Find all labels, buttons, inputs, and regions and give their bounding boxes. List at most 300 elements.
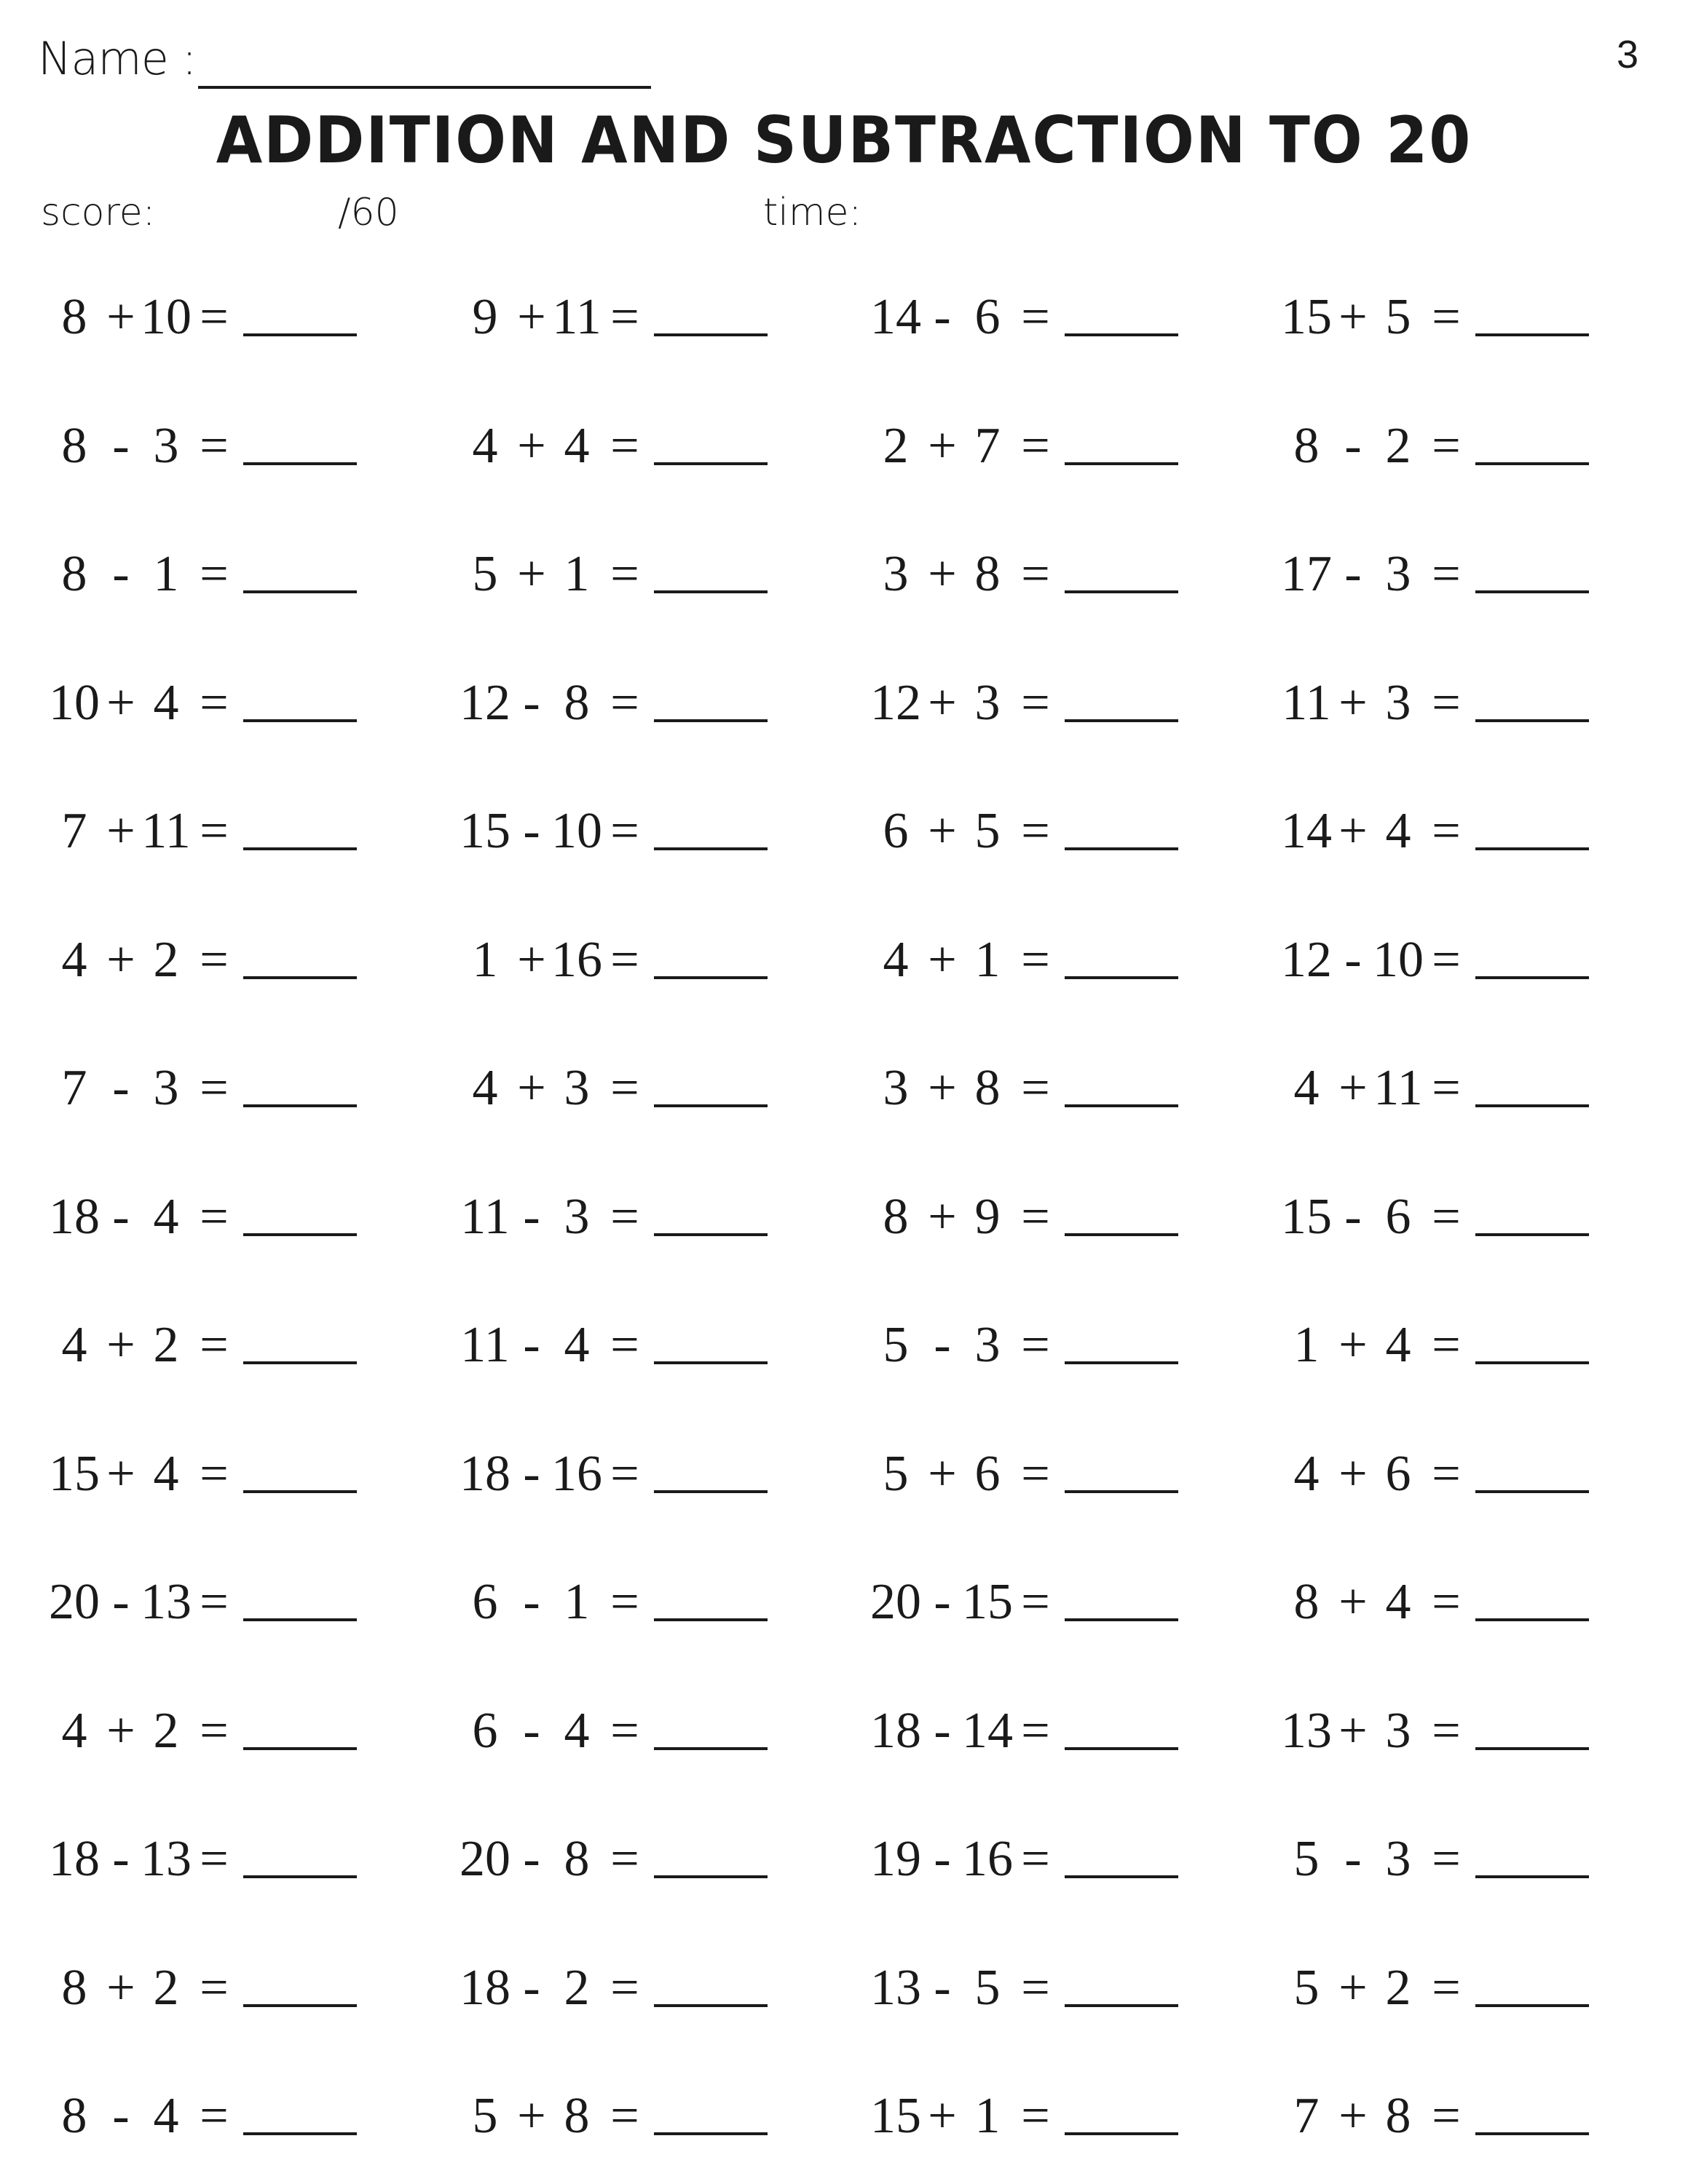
first-operand: 6 — [883, 803, 909, 859]
second-operand: 1 — [153, 546, 179, 602]
second-operand: 4 — [153, 2088, 179, 2144]
equals-sign: = — [610, 418, 639, 474]
equals-sign: = — [200, 932, 229, 988]
answer-blank[interactable] — [1475, 2004, 1589, 2007]
operator: - — [112, 546, 130, 602]
problem-item — [47, 2087, 360, 2145]
answer-blank[interactable] — [654, 2132, 768, 2135]
answer-blank[interactable] — [654, 1490, 768, 1493]
operator: + — [517, 2088, 546, 2144]
operator: - — [934, 1960, 951, 2016]
second-operand: 3 — [1385, 1831, 1411, 1887]
second-operand: 3 — [153, 418, 179, 474]
problem-item — [47, 288, 360, 347]
answer-blank[interactable] — [1065, 1747, 1178, 1750]
operator: + — [517, 289, 546, 345]
operator: - — [523, 1317, 540, 1373]
problem-item — [457, 1573, 770, 1631]
problem-item — [868, 2087, 1181, 2145]
answer-blank[interactable] — [243, 462, 357, 465]
second-operand: 5 — [1385, 289, 1411, 345]
answer-blank[interactable] — [1065, 590, 1178, 593]
operator: + — [1338, 1060, 1368, 1116]
first-operand: 8 — [61, 546, 87, 602]
equals-sign: = — [1021, 1960, 1050, 2016]
first-operand: 9 — [472, 289, 498, 345]
problem-item — [47, 1059, 360, 1117]
second-operand: 4 — [153, 1446, 179, 1502]
first-operand: 8 — [61, 1960, 87, 2016]
problem-item — [457, 1445, 770, 1503]
operator: - — [112, 1189, 130, 1245]
first-operand: 20 — [870, 1574, 921, 1630]
operator: - — [523, 1446, 540, 1502]
equals-sign: = — [1021, 932, 1050, 988]
equals-sign: = — [1021, 418, 1050, 474]
second-operand: 1 — [974, 2088, 1001, 2144]
answer-blank[interactable] — [243, 847, 357, 850]
first-operand: 18 — [49, 1831, 100, 1887]
equals-sign: = — [200, 1446, 229, 1502]
second-operand: 9 — [974, 1189, 1001, 1245]
problem-item — [457, 1702, 770, 1760]
operator: + — [106, 1703, 135, 1759]
answer-blank[interactable] — [243, 590, 357, 593]
second-operand: 10 — [1373, 932, 1424, 988]
first-operand: 8 — [61, 418, 87, 474]
second-operand: 13 — [141, 1831, 192, 1887]
operator: - — [112, 1574, 130, 1630]
first-operand: 6 — [472, 1703, 498, 1759]
first-operand: 7 — [61, 803, 87, 859]
first-operand: 15 — [870, 2088, 921, 2144]
first-operand: 15 — [1281, 289, 1332, 345]
problem-item — [47, 1445, 360, 1503]
equals-sign: = — [200, 1317, 229, 1373]
first-operand: 4 — [472, 1060, 498, 1116]
first-operand: 7 — [1293, 2088, 1320, 2144]
answer-blank[interactable] — [1475, 1618, 1589, 1621]
first-operand: 8 — [1293, 418, 1320, 474]
equals-sign: = — [610, 675, 639, 731]
second-operand: 4 — [564, 1317, 590, 1373]
problem-item — [1279, 1188, 1592, 1246]
answer-blank[interactable] — [654, 1233, 768, 1236]
second-operand: 3 — [1385, 1703, 1411, 1759]
second-operand: 8 — [564, 675, 590, 731]
answer-blank[interactable] — [1475, 1233, 1589, 1236]
name-label: Name : — [38, 32, 197, 85]
equals-sign: = — [200, 803, 229, 859]
first-operand: 3 — [883, 546, 909, 602]
operator: - — [1344, 1189, 1362, 1245]
answer-blank[interactable] — [654, 462, 768, 465]
operator: + — [106, 1960, 135, 2016]
problem-item — [868, 288, 1181, 347]
problem-item — [1279, 2087, 1592, 2145]
answer-blank[interactable] — [1065, 1618, 1178, 1621]
answer-blank[interactable] — [243, 1875, 357, 1878]
equals-sign: = — [610, 1574, 639, 1630]
operator: + — [928, 1189, 957, 1245]
equals-sign: = — [1432, 1831, 1461, 1887]
operator: - — [523, 1960, 540, 2016]
answer-blank[interactable] — [654, 976, 768, 979]
first-operand: 5 — [1293, 1960, 1320, 2016]
answer-blank[interactable] — [1065, 847, 1178, 850]
equals-sign: = — [1432, 1574, 1461, 1630]
operator: + — [928, 675, 957, 731]
answer-blank[interactable] — [1065, 976, 1178, 979]
second-operand: 1 — [564, 1574, 590, 1630]
problem-item — [1279, 545, 1592, 604]
first-operand: 12 — [1281, 932, 1332, 988]
operator: - — [523, 1703, 540, 1759]
first-operand: 8 — [883, 1189, 909, 1245]
equals-sign: = — [1021, 1317, 1050, 1373]
second-operand: 7 — [974, 418, 1001, 474]
answer-blank[interactable] — [654, 333, 768, 336]
second-operand: 14 — [962, 1703, 1013, 1759]
second-operand: 4 — [153, 1189, 179, 1245]
problem-item — [457, 2087, 770, 2145]
second-operand: 2 — [564, 1960, 590, 2016]
equals-sign: = — [200, 1060, 229, 1116]
answer-blank[interactable] — [1065, 462, 1178, 465]
second-operand: 10 — [141, 289, 192, 345]
second-operand: 8 — [564, 1831, 590, 1887]
second-operand: 3 — [564, 1189, 590, 1245]
equals-sign: = — [1021, 289, 1050, 345]
problem-item — [47, 931, 360, 989]
equals-sign: = — [200, 289, 229, 345]
answer-blank[interactable] — [243, 1747, 357, 1750]
second-operand: 4 — [1385, 1574, 1411, 1630]
equals-sign: = — [1432, 546, 1461, 602]
second-operand: 1 — [564, 546, 590, 602]
first-operand: 19 — [870, 1831, 921, 1887]
answer-blank[interactable] — [1475, 847, 1589, 850]
equals-sign: = — [200, 675, 229, 731]
problem-item — [868, 802, 1181, 860]
second-operand: 2 — [1385, 1960, 1411, 2016]
second-operand: 16 — [551, 1446, 602, 1502]
equals-sign: = — [1432, 1703, 1461, 1759]
operator: - — [934, 1703, 951, 1759]
problem-item — [1279, 417, 1592, 475]
equals-sign: = — [1432, 803, 1461, 859]
problem-item — [457, 545, 770, 604]
answer-blank[interactable] — [1475, 590, 1589, 593]
second-operand: 2 — [153, 1960, 179, 2016]
answer-blank[interactable] — [243, 1361, 357, 1364]
second-operand: 4 — [564, 1703, 590, 1759]
problem-item — [457, 417, 770, 475]
problem-item — [1279, 288, 1592, 347]
second-operand: 5 — [974, 803, 1001, 859]
first-operand: 4 — [1293, 1446, 1320, 1502]
problem-item — [457, 1830, 770, 1888]
second-operand: 16 — [551, 932, 602, 988]
second-operand: 11 — [141, 803, 191, 859]
second-operand: 2 — [1385, 418, 1411, 474]
answer-blank[interactable] — [1065, 1361, 1178, 1364]
second-operand: 3 — [153, 1060, 179, 1116]
answer-blank[interactable] — [654, 719, 768, 722]
first-operand: 11 — [1282, 675, 1331, 731]
answer-blank[interactable] — [243, 1490, 357, 1493]
operator: + — [517, 418, 546, 474]
equals-sign: = — [200, 1703, 229, 1759]
problem-item — [1279, 931, 1592, 989]
operator: + — [1338, 1574, 1368, 1630]
operator: + — [1338, 675, 1368, 731]
problem-item — [1279, 1445, 1592, 1503]
operator: + — [517, 932, 546, 988]
problem-item — [868, 674, 1181, 732]
answer-blank[interactable] — [654, 1875, 768, 1878]
equals-sign: = — [200, 418, 229, 474]
equals-sign: = — [1021, 1831, 1050, 1887]
operator: - — [523, 675, 540, 731]
time-label: time: — [763, 191, 862, 234]
operator: + — [928, 418, 957, 474]
equals-sign: = — [1432, 1446, 1461, 1502]
second-operand: 3 — [1385, 675, 1411, 731]
first-operand: 8 — [1293, 1574, 1320, 1630]
second-operand: 8 — [974, 546, 1001, 602]
first-operand: 10 — [49, 675, 100, 731]
second-operand: 6 — [1385, 1446, 1411, 1502]
operator: - — [934, 1831, 951, 1887]
answer-blank[interactable] — [1065, 1875, 1178, 1878]
answer-blank[interactable] — [1065, 1104, 1178, 1107]
second-operand: 15 — [962, 1574, 1013, 1630]
problem-item — [868, 1573, 1181, 1631]
equals-sign: = — [1021, 1189, 1050, 1245]
second-operand: 8 — [1385, 2088, 1411, 2144]
problem-item — [868, 545, 1181, 604]
equals-sign: = — [1432, 1317, 1461, 1373]
operator: + — [1338, 1703, 1368, 1759]
operator: - — [934, 1574, 951, 1630]
problem-item — [47, 417, 360, 475]
answer-blank[interactable] — [1065, 1233, 1178, 1236]
equals-sign: = — [1432, 932, 1461, 988]
equals-sign: = — [610, 2088, 639, 2144]
operator: - — [112, 418, 130, 474]
answer-blank[interactable] — [1475, 1104, 1589, 1107]
operator: + — [928, 546, 957, 602]
first-operand: 5 — [472, 2088, 498, 2144]
problem-item — [457, 288, 770, 347]
problem-item — [1279, 1830, 1592, 1888]
problem-item — [47, 545, 360, 604]
first-operand: 11 — [460, 1189, 510, 1245]
operator: - — [523, 1831, 540, 1887]
problem-item — [868, 1959, 1181, 2017]
first-operand: 18 — [870, 1703, 921, 1759]
answer-blank[interactable] — [1475, 333, 1589, 336]
equals-sign: = — [1432, 289, 1461, 345]
answer-blank[interactable] — [1475, 976, 1589, 979]
page-number: 3 — [1616, 33, 1638, 76]
problem-item — [868, 1445, 1181, 1503]
operator: + — [106, 1446, 135, 1502]
answer-blank[interactable] — [243, 1104, 357, 1107]
score-label: score: — [41, 191, 156, 234]
operator: - — [1344, 418, 1362, 474]
first-operand: 15 — [460, 803, 510, 859]
answer-blank[interactable] — [1475, 1875, 1589, 1878]
operator: + — [1338, 289, 1368, 345]
first-operand: 5 — [1293, 1831, 1320, 1887]
answer-blank[interactable] — [1065, 333, 1178, 336]
first-operand: 18 — [49, 1189, 100, 1245]
name-field[interactable] — [198, 86, 651, 89]
operator: + — [1338, 2088, 1368, 2144]
problem-item — [1279, 1959, 1592, 2017]
operator: + — [106, 1317, 135, 1373]
problem-item — [1279, 802, 1592, 860]
second-operand: 1 — [974, 932, 1001, 988]
first-operand: 5 — [472, 546, 498, 602]
first-operand: 11 — [460, 1317, 510, 1373]
second-operand: 6 — [974, 1446, 1001, 1502]
first-operand: 5 — [883, 1446, 909, 1502]
problem-item — [868, 417, 1181, 475]
first-operand: 8 — [61, 289, 87, 345]
answer-blank[interactable] — [243, 1233, 357, 1236]
second-operand: 2 — [153, 1317, 179, 1373]
answer-blank[interactable] — [1065, 719, 1178, 722]
first-operand: 4 — [61, 1703, 87, 1759]
equals-sign: = — [1021, 803, 1050, 859]
answer-blank[interactable] — [654, 1104, 768, 1107]
first-operand: 8 — [61, 2088, 87, 2144]
first-operand: 15 — [1281, 1189, 1332, 1245]
second-operand: 3 — [974, 1317, 1001, 1373]
problem-item — [457, 1316, 770, 1374]
second-operand: 3 — [564, 1060, 590, 1116]
operator: + — [106, 803, 135, 859]
first-operand: 4 — [61, 1317, 87, 1373]
answer-blank[interactable] — [654, 590, 768, 593]
second-operand: 10 — [551, 803, 602, 859]
answer-blank[interactable] — [654, 1747, 768, 1750]
answer-blank[interactable] — [654, 1618, 768, 1621]
second-operand: 2 — [153, 932, 179, 988]
equals-sign: = — [610, 1831, 639, 1887]
second-operand: 3 — [1385, 546, 1411, 602]
problem-item — [47, 1316, 360, 1374]
answer-blank[interactable] — [243, 976, 357, 979]
equals-sign: = — [610, 1060, 639, 1116]
answer-blank[interactable] — [1475, 1361, 1589, 1364]
equals-sign: = — [200, 1960, 229, 2016]
first-operand: 17 — [1281, 546, 1332, 602]
answer-blank[interactable] — [1065, 2004, 1178, 2007]
second-operand: 6 — [974, 289, 1001, 345]
operator: + — [106, 289, 135, 345]
second-operand: 6 — [1385, 1189, 1411, 1245]
equals-sign: = — [1021, 1703, 1050, 1759]
first-operand: 4 — [1293, 1060, 1320, 1116]
answer-blank[interactable] — [654, 847, 768, 850]
answer-blank[interactable] — [1065, 2132, 1178, 2135]
answer-blank[interactable] — [243, 719, 357, 722]
answer-blank[interactable] — [654, 1361, 768, 1364]
operator: - — [523, 1574, 540, 1630]
problem-item — [457, 802, 770, 860]
second-operand: 4 — [1385, 1317, 1411, 1373]
answer-blank[interactable] — [1475, 1747, 1589, 1750]
operator: - — [934, 1317, 951, 1373]
answer-blank[interactable] — [1475, 2132, 1589, 2135]
operator: + — [928, 2088, 957, 2144]
answer-blank[interactable] — [654, 2004, 768, 2007]
first-operand: 2 — [883, 418, 909, 474]
operator: - — [112, 2088, 130, 2144]
equals-sign: = — [1021, 2088, 1050, 2144]
problem-item — [1279, 1316, 1592, 1374]
second-operand: 5 — [974, 1960, 1001, 2016]
equals-sign: = — [200, 2088, 229, 2144]
page-title: ADDITION AND SUBTRACTION TO 20 — [216, 103, 1472, 178]
operator: + — [928, 932, 957, 988]
problem-item — [47, 1830, 360, 1888]
second-operand: 13 — [141, 1574, 192, 1630]
equals-sign: = — [200, 1574, 229, 1630]
equals-sign: = — [1432, 2088, 1461, 2144]
answer-blank[interactable] — [243, 2132, 357, 2135]
answer-blank[interactable] — [243, 2004, 357, 2007]
operator: + — [517, 546, 546, 602]
answer-blank[interactable] — [1475, 1490, 1589, 1493]
first-operand: 1 — [1293, 1317, 1320, 1373]
operator: + — [1338, 1446, 1368, 1502]
equals-sign: = — [200, 1831, 229, 1887]
operator: + — [1338, 803, 1368, 859]
problem-item — [457, 1059, 770, 1117]
answer-blank[interactable] — [243, 1618, 357, 1621]
problem-item — [868, 931, 1181, 989]
problem-item — [868, 1702, 1181, 1760]
problem-item — [47, 1959, 360, 2017]
problem-item — [47, 674, 360, 732]
first-operand: 15 — [49, 1446, 100, 1502]
first-operand: 20 — [49, 1574, 100, 1630]
operator: + — [106, 932, 135, 988]
answer-blank[interactable] — [1475, 462, 1589, 465]
operator: + — [106, 675, 135, 731]
first-operand: 4 — [61, 932, 87, 988]
answer-blank[interactable] — [1475, 719, 1589, 722]
problem-item — [47, 1573, 360, 1631]
first-operand: 18 — [460, 1960, 510, 2016]
second-operand: 4 — [564, 418, 590, 474]
problem-item — [1279, 1059, 1592, 1117]
equals-sign: = — [1432, 675, 1461, 731]
first-operand: 14 — [1281, 803, 1332, 859]
equals-sign: = — [610, 289, 639, 345]
answer-blank[interactable] — [1065, 1490, 1178, 1493]
second-operand: 11 — [552, 289, 602, 345]
first-operand: 4 — [883, 932, 909, 988]
problem-item — [868, 1830, 1181, 1888]
answer-blank[interactable] — [243, 333, 357, 336]
problem-item — [868, 1059, 1181, 1117]
